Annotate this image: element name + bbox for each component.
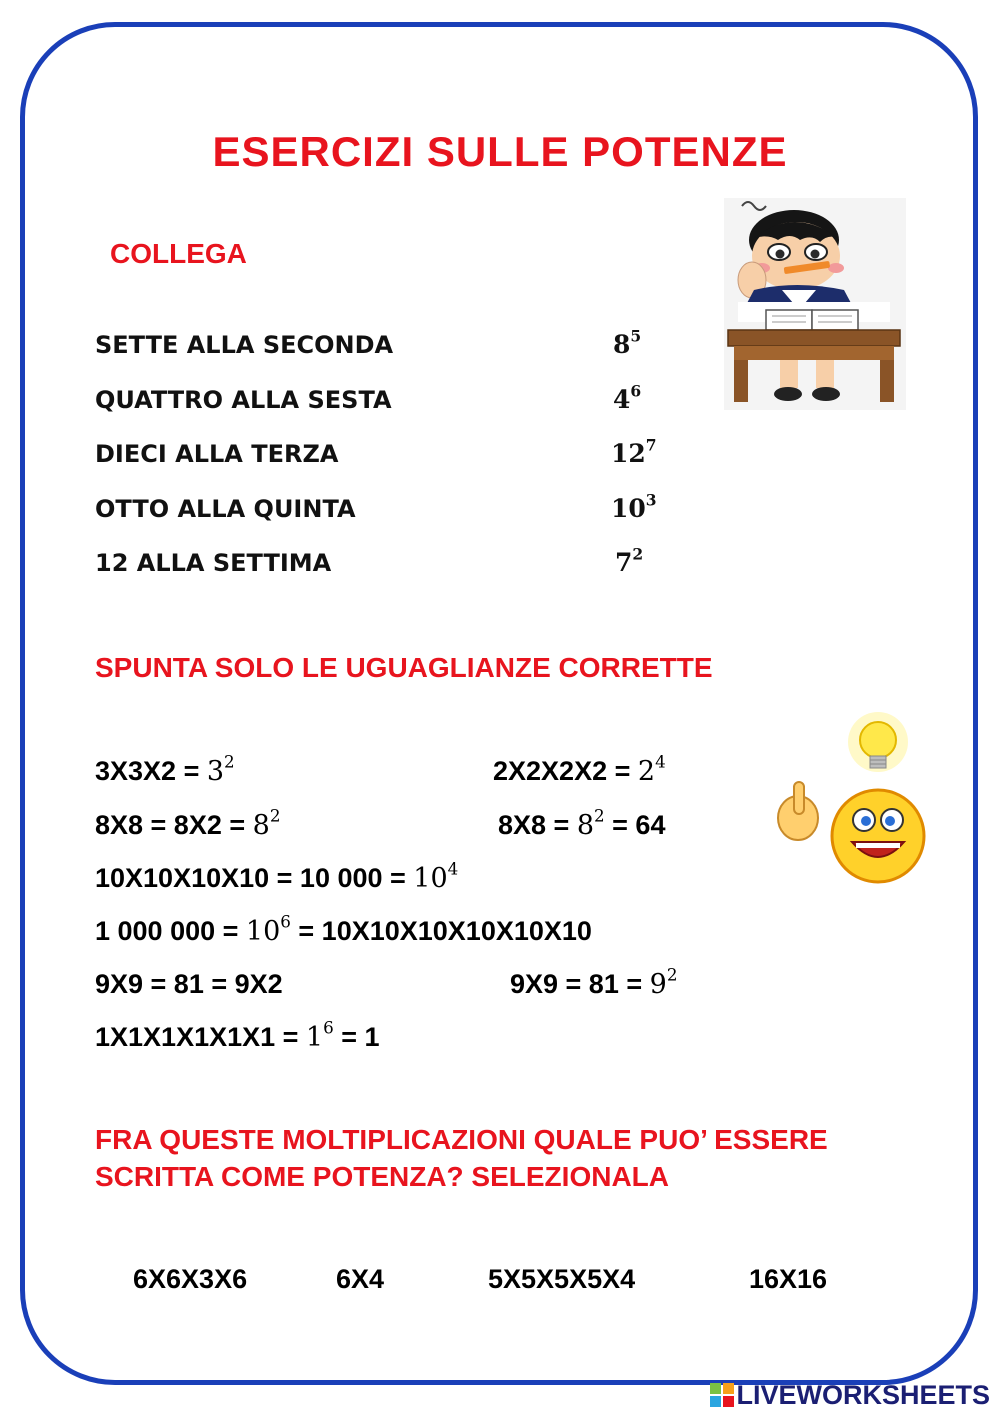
match-power[interactable]: $7^2$ — [615, 544, 644, 577]
match-label[interactable]: OTTO ALLA QUINTA — [95, 495, 356, 523]
multiplication-choice[interactable]: 6X6X3X6 — [133, 1264, 248, 1294]
smiley-lightbulb-icon — [772, 710, 932, 890]
equality-option[interactable]: $9X9 = 81 = 9^2$ — [510, 964, 678, 1000]
student-at-desk-illustration — [724, 198, 906, 410]
equality-option[interactable]: $3X3X2 = 3^2$ — [95, 751, 235, 787]
collega-heading: COLLEGA — [110, 238, 247, 269]
liveworksheets-watermark: LIVEWORKSHEETS — [710, 1380, 990, 1411]
match-label[interactable]: QUATTRO ALLA SESTA — [95, 386, 392, 414]
equality-option[interactable]: 10X10X10X10 = 10 $000 = 10^4$ — [95, 858, 459, 894]
select-power-heading-line2: SCRITTA COME POTENZA? SELEZIONALA — [95, 1161, 669, 1192]
match-label[interactable]: DIECI ALLA TERZA — [95, 440, 339, 468]
multiplication-choice[interactable]: 6X4 — [336, 1264, 385, 1294]
equality-option[interactable]: $2X2X2X2 = 2^4$ — [493, 751, 666, 787]
equality-option[interactable]: $8X8 = 8X2 = 8^2$ — [95, 805, 281, 841]
match-power[interactable]: $4^6$ — [613, 381, 642, 414]
check-correct-heading: SPUNTA SOLO LE UGUAGLIANZE CORRETTE — [95, 652, 713, 683]
match-label[interactable]: SETTE ALLA SECONDA — [95, 331, 394, 359]
liveworksheets-logo-icon — [710, 1383, 734, 1407]
equality-option[interactable]: $8X8 = 8^2 = 64$ — [498, 805, 666, 841]
equality-option[interactable]: $1X1X1X1X1X1 = 1^6 = 1$ — [95, 1017, 380, 1053]
page-title: ESERCIZI SULLE POTENZE — [212, 128, 788, 175]
match-power[interactable]: $8^5$ — [613, 326, 642, 359]
multiplication-choice[interactable]: 5X5X5X5X4 — [488, 1264, 636, 1294]
multiplication-choice[interactable]: 16X16 — [749, 1264, 828, 1294]
equality-option[interactable]: 9X9 = 81 = 9X2 — [95, 969, 283, 999]
match-power[interactable]: $10^3$ — [611, 490, 657, 523]
select-power-heading-line1: FRA QUESTE MOLTIPLICAZIONI QUALE PUO’ ESSERE — [95, 1124, 828, 1155]
match-label[interactable]: 12 ALLA SETTIMA — [95, 549, 332, 577]
match-power[interactable]: $12^7$ — [611, 435, 657, 468]
equality-option[interactable]: 1 000 $000 = 10^6 = 10X10X10X10X10X10$ — [95, 911, 592, 947]
